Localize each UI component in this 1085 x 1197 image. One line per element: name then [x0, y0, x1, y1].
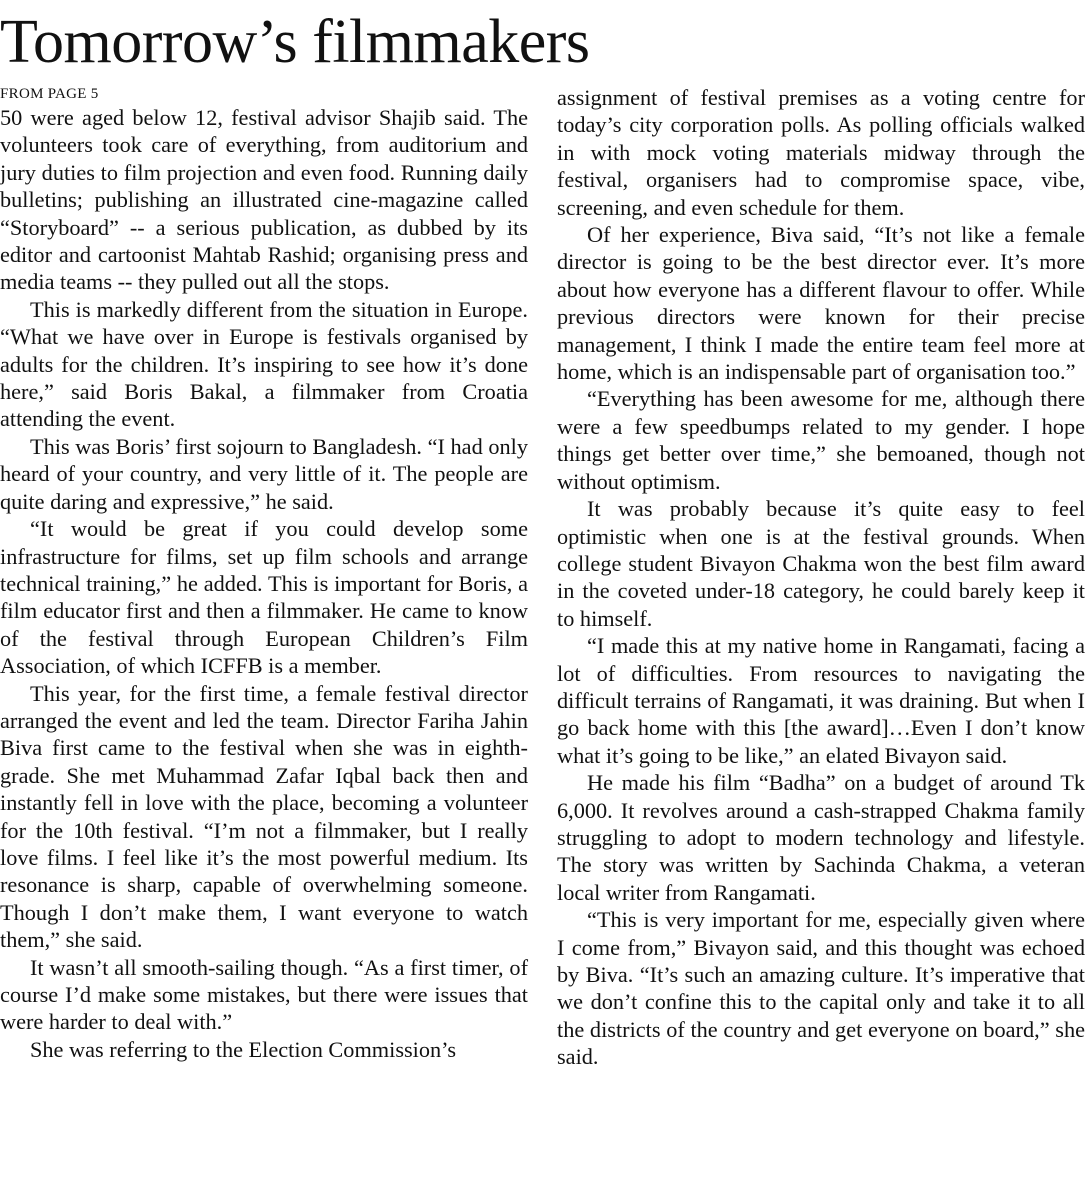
- article-column-left: [0, 84, 528, 1063]
- paragraph: This year, for the first time, a female festival director arranged the event and led the team. Director Fariha Jahin Biva first came to the festival when she was in eighth-grade. She met Muhammad Zafar Iqbal back then and instantly fell in love with the place, becoming a volunteer for the 10th festival. “I’m not a filmmaker, but I really love films. I feel like it’s the most powerful medium. Its resonance is sharp, capable of overwhelming someone. Though I don’t make them, I want everyone to watch them,” she said.: [0, 680, 528, 953]
- continuation-kicker: FROM PAGE 5: [0, 86, 99, 102]
- paragraph: “It would be great if you could develop some infrastructure for films, set up film schools and arrange technical training,” he added. This is important for Boris, a film educator first and then a filmmaker. He came to know of the festival through European Children’s Film Association, of which ICFFB is a member.: [0, 516, 528, 679]
- paragraph: 50 were aged below 12, festival advisor Shajib said. The volunteers took care of everything, from auditorium and jury duties to film projection and even food. Running daily bulletins; publishing an illustrated cine-magazine called “Storyboard” -- a serious publication, as dubbed by its editor and cartoonist Mahtab Rashid; organising press and media teams -- they pulled out all the stops.: [0, 105, 528, 295]
- paragraph: She was referring to the Election Commission’s: [30, 1036, 457, 1062]
- paragraph: This is markedly different from the situation in Europe. “What we have over in Europe is festivals organised by adults for the children. It’s inspiring to see how it’s done here,” said Boris Bakal, a filmmaker from Croatia attending the event.: [0, 296, 528, 432]
- article-headline: Tomorrow’s filmmakers: [0, 8, 590, 76]
- paragraph: This was Boris’ first sojourn to Bangladesh. “I had only heard of your country, and very little of it. The people are quite daring and expressive,” he said.: [0, 433, 528, 514]
- paragraph: “This is very important for me, especially given where I come from,” Bivayon said, and this thought was echoed by Biva. “It’s such an amazing culture. It’s imperative that we don’t confine this to the capital only and take it to all the districts of the country and get everyone on board,” she said.: [557, 907, 1085, 1070]
- paragraph: He made his film “Badha” on a budget of around Tk 6,000. It revolves around a cash-strapped Chakma family struggling to adopt to modern technology and lifestyle. The story was written by Sachinda Chakma, a veteran local writer from Rangamati.: [557, 770, 1085, 905]
- paragraph: It was probably because it’s quite easy to feel optimistic when one is at the festival grounds. When college student Bivayon Chakma won the best film award in the coveted under-18 category, he could barely keep it to himself.: [557, 496, 1085, 631]
- paragraph: Of her experience, Biva said, “It’s not like a female director is going to be the best director ever. It’s more about how everyone has a different flavour to offer. While previous directors were known for their precise management, I think I made the entire team feel more at home, which is an indispensable part of organisation too.”: [557, 222, 1085, 385]
- paragraph: “Everything has been awesome for me, although there were a few speedbumps related to my gender. I hope things get better over time,” she bemoaned, though not without optimism.: [557, 386, 1085, 494]
- article-column-right: [557, 84, 1085, 1071]
- paragraph: It wasn’t all smooth-sailing though. “As a first timer, of course I’d make some mistakes, but there were issues that were harder to deal with.”: [0, 954, 528, 1035]
- paragraph: “I made this at my native home in Rangamati, facing a lot of difficulties. From resources to navigating the difficult terrains of Rangamati, it was draining. But when I go back home with this [the award]…Even I don’t know what it’s going to be like,” an elated Bivayon said.: [557, 633, 1085, 768]
- paragraph: assignment of festival premises as a voting centre for today’s city corporation polls. As polling officials walked in with mock voting materials midway through the festival, organisers had to compromise space, vibe, screening, and even schedule for them.: [557, 85, 1085, 220]
